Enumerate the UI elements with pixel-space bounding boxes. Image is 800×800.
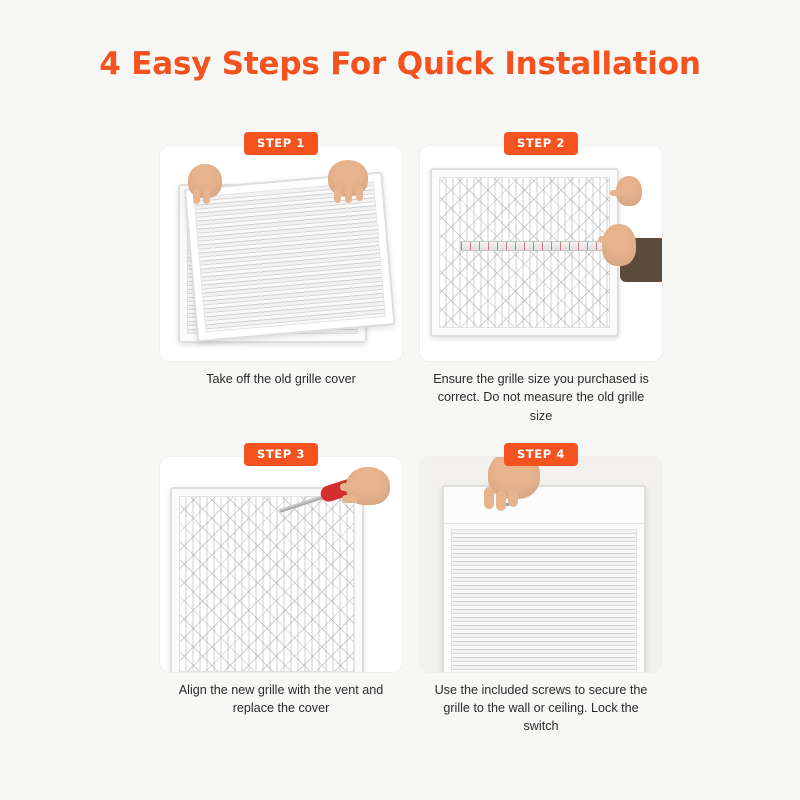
step-card-3 [160,439,402,736]
step-badge-1: STEP 1 [244,132,318,155]
step-image-2 [420,146,662,361]
tape-measure [460,241,607,251]
step-badge-2: STEP 2 [504,132,578,155]
badge-wrap-4 [420,439,662,461]
installed-grille [442,485,646,672]
steps-grid [160,128,680,736]
grille-top-panel [444,487,644,524]
page-title: 4 Easy Steps For Quick Installation [99,46,701,82]
step-badge-3: STEP 3 [244,443,318,466]
step-card-4 [420,439,662,736]
step-caption-4: Use the included screws to secure the grille to the wall or ceiling. Lock the switch [434,682,648,734]
badge-wrap-2 [420,128,662,150]
step-image-1 [160,146,402,361]
step-caption-1: Take off the old grille cover [206,372,356,386]
grille-being-aligned [170,487,364,672]
step-badge-4: STEP 4 [504,443,578,466]
step-image-4 [420,457,662,672]
step-caption-2: Ensure the grille size you purchased is correct. Do not measure the old grille size [433,372,649,423]
step-caption-3: Align the new grille with the vent and replace the cover [178,682,384,715]
step-card-1 [160,128,402,425]
step-card-2 [420,128,662,425]
badge-wrap-3 [160,439,402,461]
badge-wrap-1 [160,128,402,150]
step-image-3 [160,457,402,672]
new-grille-filter [430,168,619,337]
measuring-hand [602,224,636,266]
